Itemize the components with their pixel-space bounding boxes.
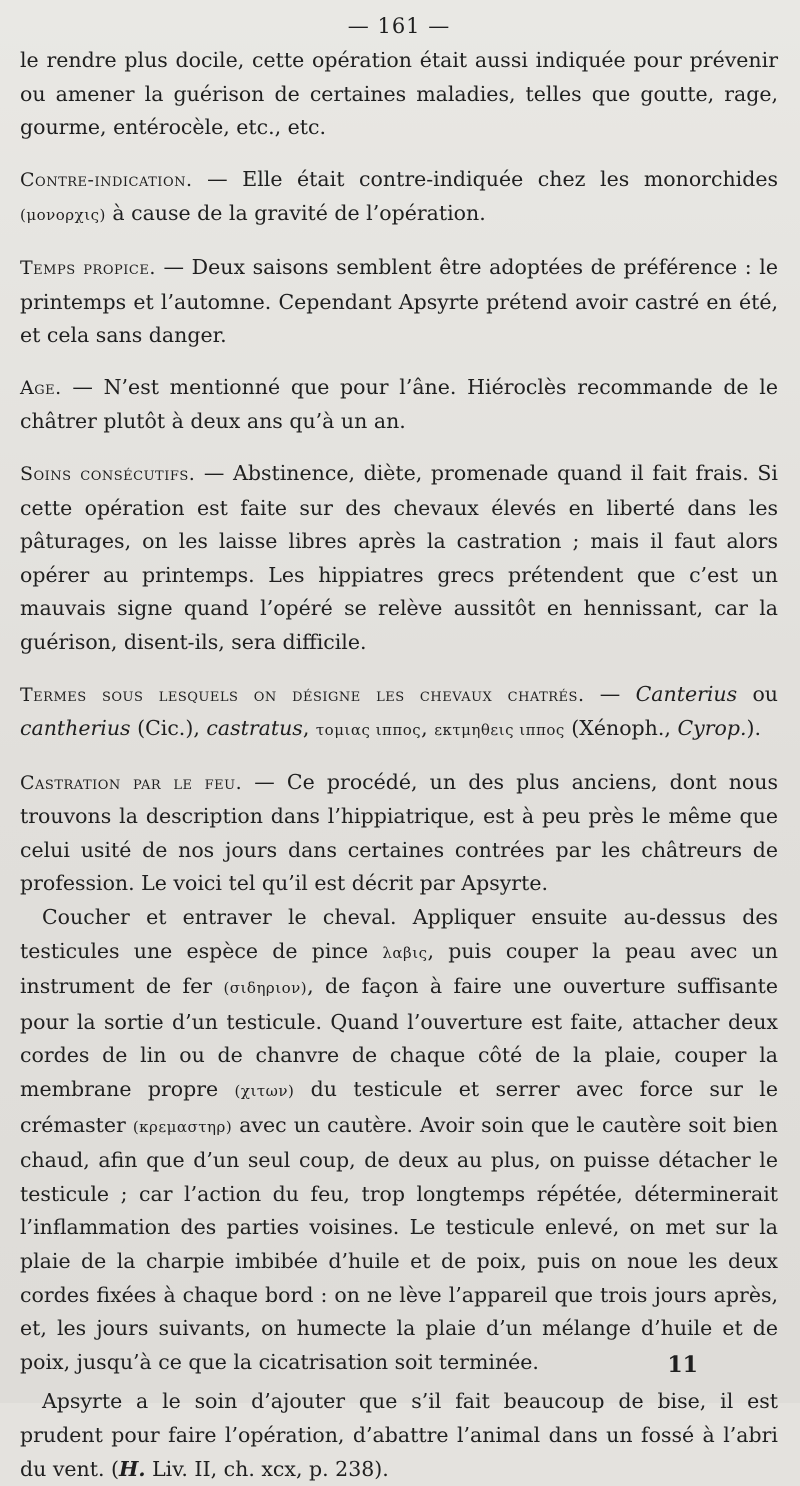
page-number-header: — 161 — [347, 14, 451, 38]
greek-monorchis: (μονορχις) [20, 206, 106, 225]
greek-labis: λαβις [382, 943, 428, 962]
termes-comma-2: , [421, 716, 435, 741]
temps-propice-text: — Deux saisons semblent être adoptées de préférence : le printemps et l’automne. Cependant Apsyrte prétend avoir castré en été, et cela sans danger. [20, 254, 778, 348]
paragraph-temps-propice [20, 251, 778, 353]
procedure-text-5: avec un cautère. Avoir soin que le cautère soit bien chaud, afin que d’un seul coup, de deux au plus, on puisse détacher le testicule ; car l’action du feu, trop longtemps répétée, déterminerait l’inflammation des parties voisines. Le testicule enlevé, on met sur la plaie de la charpie imbibée d’huile et de poix, puis on noue les deux cordes fixées à chaque bord : on ne lève l’appareil que trois jours après, et, les jours suivants, on humecte la plaie d’un mélange d’huile et de poix, jusqu’à ce que la cicatrisation soit terminée. [20, 1112, 779, 1374]
heading-soins-consecutifs: Soins consécutifs. [20, 462, 196, 485]
contre-indication-text-b: à cause de la gravité de l’opération. [105, 201, 486, 226]
greek-tomias-hippos: τομιας ιππος [315, 721, 422, 740]
paragraph-soins-consecutifs [20, 457, 778, 660]
termes-comma: , [302, 716, 316, 741]
paragraph-apsyrte [20, 1385, 778, 1486]
paragraph-castration-feu [20, 766, 778, 901]
term-cantherius: cantherius [20, 716, 131, 741]
heading-temps-propice: Temps propice. [20, 256, 156, 279]
greek-kremaster: (κρεμαστηρ) [132, 1117, 233, 1136]
termes-dash: — [584, 681, 636, 706]
paragraph-termes [20, 678, 778, 748]
paragraph-procedure [20, 901, 778, 1379]
term-canterius: Canterius [635, 681, 738, 706]
procedure-text-1: Coucher et entraver le cheval. Appliquer ensuite au-dessus des testicules une espèce de pince [20, 905, 778, 963]
greek-sideron: (σιδηριον) [223, 979, 308, 998]
heading-castration-feu: Castration par le feu. [20, 771, 243, 794]
heading-termes: Termes sous lesquels on désigne les chevaux chatrés. [20, 683, 585, 706]
termes-xenoph: (Xénoph., [564, 716, 678, 741]
intro-text: le rendre plus docile, cette opération était aussi indiquée pour prévenir ou amener la guérison de certaines maladies, telles que goutte, rage, gourme, entérocèle, etc., etc. [20, 48, 778, 140]
procedure-text-3: , de façon à faire une ouverture suffisante pour la sortie d’un testicule. Quand l’ouverture est faite, attacher deux cordes de lin ou de chanvre de chaque côté de la plaie, couper la membrane propre [20, 974, 779, 1102]
heading-age: Age. [20, 376, 62, 399]
termes-ou: ou [737, 681, 778, 706]
apsyrte-end: Liv. II, ch. xcx, p. 238). [145, 1456, 389, 1481]
age-text: — N’est mentionné que pour l’âne. Hiéroclès recommande de le châtrer plutôt à deux ans qu’à un an. [20, 374, 778, 434]
procedure-text-4: du testicule et serrer avec force sur le crémaster [20, 1077, 778, 1137]
apsyrte-text: Apsyrte a le soin d’ajouter que s’il fait beaucoup de bise, il est prudent pour faire l’opération, d’abattre l’animal dans un fossé à l’abri du vent. ( [20, 1389, 778, 1481]
paragraph-intro [20, 44, 778, 145]
procedure-text-2: , puis couper la peau avec un instrument de fer [20, 938, 778, 999]
term-castratus: castratus [206, 716, 303, 741]
termes-cic: (Cic.), [130, 716, 207, 741]
termes-end: ). [746, 716, 762, 741]
greek-ektmetheis-hippos: εκτμηθεις ιππος [434, 721, 565, 740]
term-cyrop: Cyrop. [677, 716, 747, 741]
soins-consecutifs-text: — Abstinence, diète, promenade quand il fait frais. Si cette opération est faite sur des chevaux élevés en liberté dans les pâturages, on les laisse libres après la castration ; mais il faut alors opérer au printemps. Les hippiatres grecs prétendent que c’est un mauvais signe quand l’opéré se relève aussitôt en hennissant, car la guérison, disent-ils, sera difficile. [20, 460, 778, 654]
reference-h: H. [119, 1456, 146, 1481]
castration-feu-text: — Ce procédé, un des plus anciens, dont nous trouvons la description dans l’hippiatrique, est à peu près le même que celui usité de nos jours dans certaines contrées par les châtreurs de profession. Le voici tel qu’il est décrit par Apsyrte. [20, 769, 778, 896]
signature-mark: 11 [667, 1352, 698, 1378]
contre-indication-text-a: — Elle était contre-indiquée chez les monorchides [192, 166, 778, 191]
heading-contre-indication: Contre-indication. [20, 168, 193, 191]
paragraph-contre-indication [20, 163, 778, 233]
paragraph-age [20, 371, 778, 439]
greek-chiton: (χιτων) [234, 1082, 295, 1101]
